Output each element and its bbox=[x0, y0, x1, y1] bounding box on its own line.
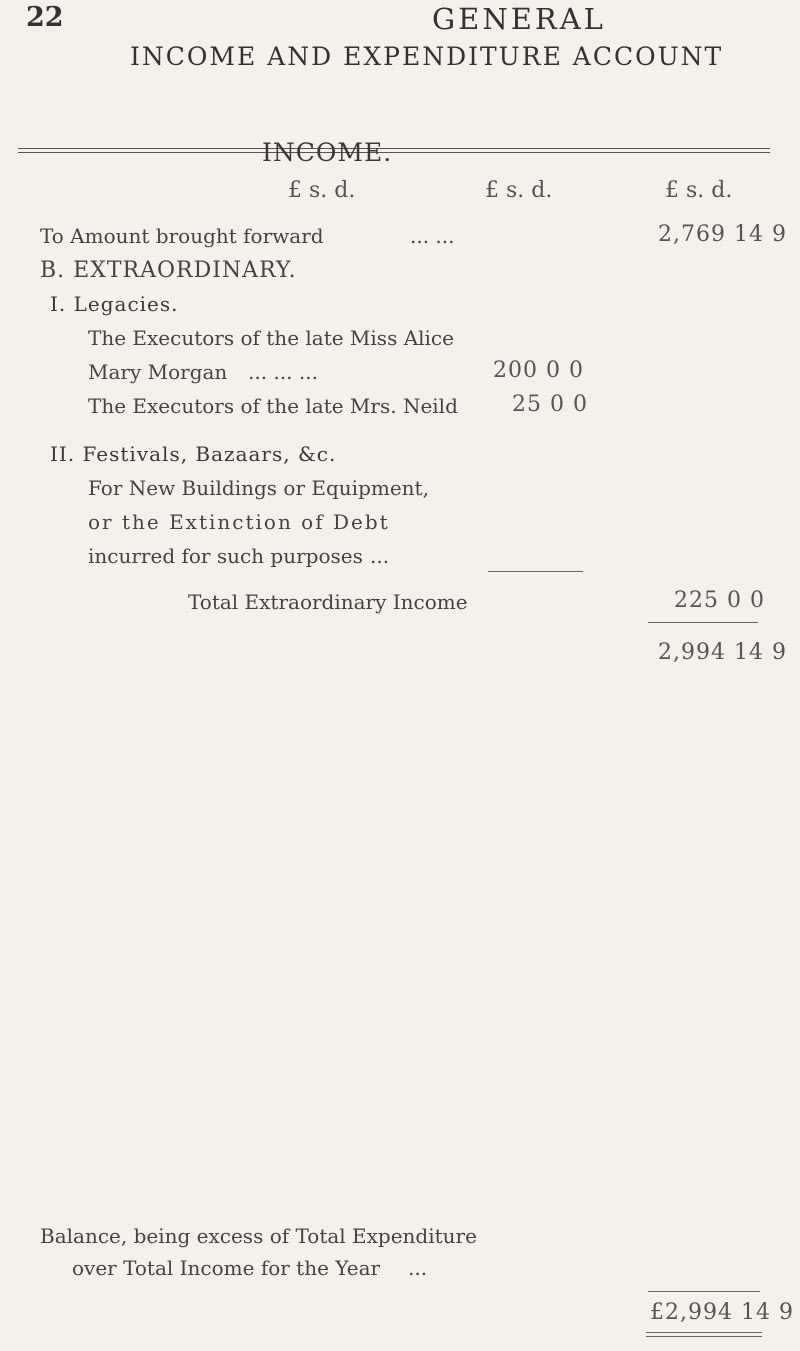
final-total-amount: £2,994 14 9 bbox=[650, 1300, 794, 1325]
buildings-label-line3: incurred for such purposes bbox=[88, 544, 363, 568]
morgan-amount: 200 0 0 bbox=[493, 358, 584, 383]
top-rule-2 bbox=[18, 152, 770, 153]
legacies-heading: I. Legacies. bbox=[50, 292, 179, 316]
buildings-label-line2: or the Extinction of Debt bbox=[88, 510, 390, 534]
column-header-1: £ s. d. bbox=[288, 178, 356, 203]
neild-label: The Executors of the late Mrs. Neild bbox=[88, 394, 458, 418]
account-subtitle: INCOME AND EXPENDITURE ACCOUNT bbox=[130, 42, 724, 71]
neild-amount: 25 0 0 bbox=[512, 392, 588, 417]
grand-subtotal-amount: 2,994 14 9 bbox=[658, 640, 787, 665]
grand-subtotal-underline bbox=[648, 622, 758, 623]
total-extraordinary-label: Total Extraordinary Income bbox=[188, 590, 468, 614]
morgan-leaders: ... ... ... bbox=[248, 360, 318, 384]
balance-label-line1: Balance, being excess of Total Expenditure bbox=[40, 1224, 477, 1248]
brought-forward-label: To Amount brought forward bbox=[40, 224, 324, 248]
column-header-2: £ s. d. bbox=[485, 178, 553, 203]
column-header-3: £ s. d. bbox=[665, 178, 733, 203]
balance-leaders: ... bbox=[408, 1256, 428, 1280]
total-extraordinary-amount: 225 0 0 bbox=[674, 588, 765, 613]
account-title: GENERAL bbox=[432, 2, 606, 36]
buildings-leaders: ... bbox=[370, 544, 390, 568]
brought-forward-leaders: ... ... bbox=[410, 224, 455, 248]
balance-label-line2: over Total Income for the Year bbox=[72, 1256, 381, 1280]
section-heading: INCOME. bbox=[262, 138, 393, 167]
final-total-bottom-rule-2 bbox=[646, 1336, 762, 1337]
subtotal-underline bbox=[488, 571, 583, 572]
festivals-heading: II. Festivals, Bazaars, &c. bbox=[50, 442, 337, 466]
buildings-label-line1: For New Buildings or Equipment, bbox=[88, 476, 429, 500]
morgan-label-line2: Mary Morgan bbox=[88, 360, 228, 384]
page-number: 22 bbox=[26, 2, 64, 33]
final-total-bottom-rule-1 bbox=[646, 1332, 762, 1333]
morgan-label-line1: The Executors of the late Miss Alice bbox=[88, 326, 454, 350]
top-rule-1 bbox=[18, 148, 770, 149]
brought-forward-total: 2,769 14 9 bbox=[658, 222, 787, 247]
final-total-top-rule bbox=[648, 1291, 760, 1292]
extraordinary-heading: B. EXTRAORDINARY. bbox=[40, 258, 297, 283]
